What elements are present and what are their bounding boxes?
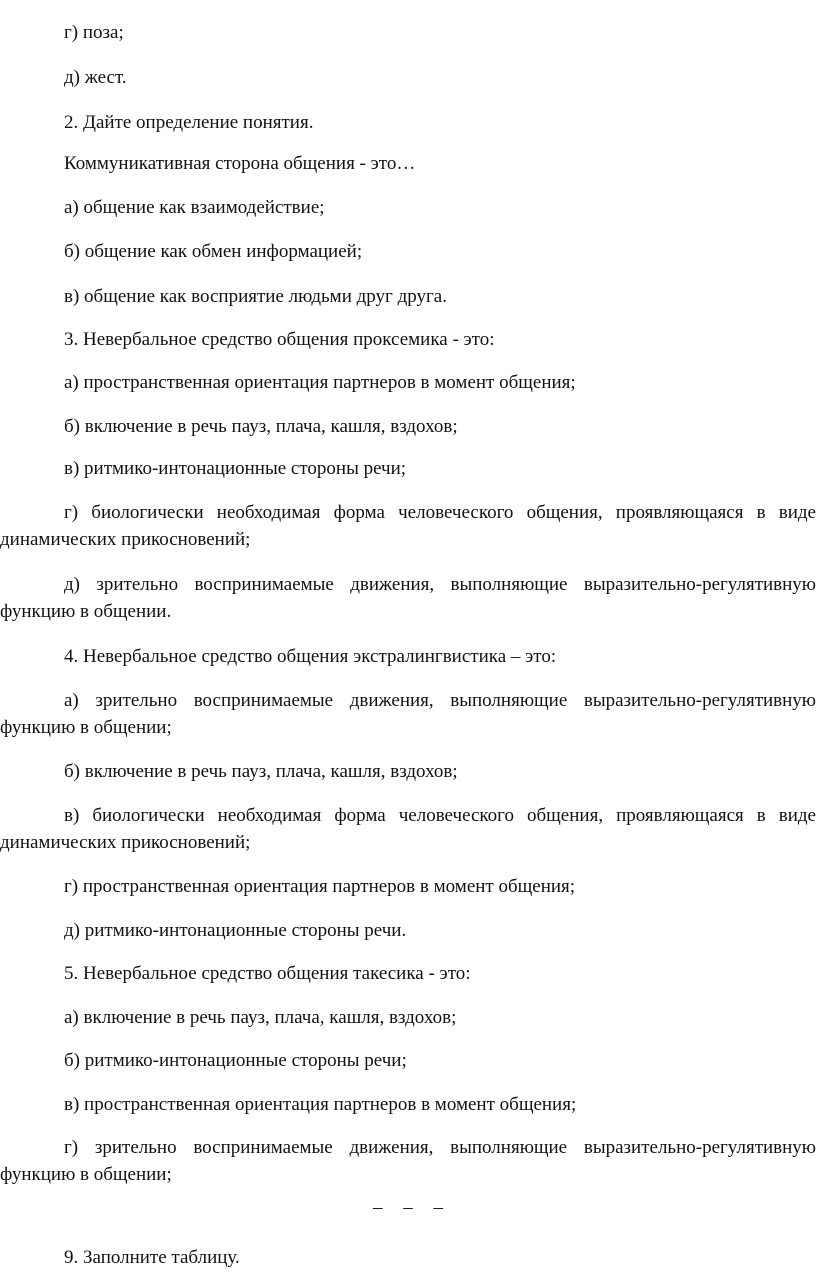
answer-option: б) включение в речь пауз, плача, кашля, вздохов; — [64, 761, 458, 782]
answer-option: д) ритмико-интонационные стороны речи. — [64, 920, 407, 941]
answer-option: а) общение как взаимодействие; — [64, 197, 325, 218]
text-line: г) поза; — [64, 22, 124, 43]
text-line: д) жест. — [64, 67, 127, 88]
section-separator: – – – — [373, 1197, 451, 1218]
answer-option: б) общение как обмен информацией; — [64, 241, 363, 262]
answer-option: в) пространственная ориентация партнеров в момент общения; — [64, 1094, 577, 1115]
question-heading: 3. Невербальное средство общения проксемика - это: — [64, 329, 495, 350]
answer-option: д) зрительно воспринимаемые движения, выполняющие выразительно-регулятивную функцию в общении. — [0, 574, 816, 622]
text-line: Коммуникативная сторона общения - это… — [64, 153, 416, 174]
answer-option: а) зрительно воспринимаемые движения, выполняющие выразительно-регулятивную функцию в общении; — [0, 690, 816, 738]
question-heading: 2. Дайте определение понятия. — [64, 112, 314, 133]
question-heading: 9. Заполните таблицу. — [64, 1247, 240, 1268]
answer-option: а) включение в речь пауз, плача, кашля, вздохов; — [64, 1007, 457, 1028]
answer-option: а) пространственная ориентация партнеров в момент общения; — [64, 372, 576, 393]
answer-option: б) ритмико-интонационные стороны речи; — [64, 1050, 407, 1071]
answer-option: г) зрительно воспринимаемые движения, выполняющие выразительно-регулятивную функцию в общении; — [0, 1137, 816, 1185]
answer-option: в) ритмико-интонационные стороны речи; — [64, 458, 407, 479]
answer-option: г) пространственная ориентация партнеров в момент общения; — [64, 876, 576, 897]
answer-option: в) биологически необходимая форма человеческого общения, проявляющаяся в виде динамических прикосновений; — [0, 805, 816, 853]
answer-option: г) биологически необходимая форма человеческого общения, проявляющаяся в виде динамических прикосновений; — [0, 502, 816, 550]
question-heading: 4. Невербальное средство общения экстралингвистика – это: — [64, 646, 557, 667]
answer-option: в) общение как восприятие людьми друг друга. — [64, 286, 447, 307]
question-heading: 5. Невербальное средство общения такесика - это: — [64, 963, 471, 984]
answer-option: б) включение в речь пауз, плача, кашля, вздохов; — [64, 416, 458, 437]
